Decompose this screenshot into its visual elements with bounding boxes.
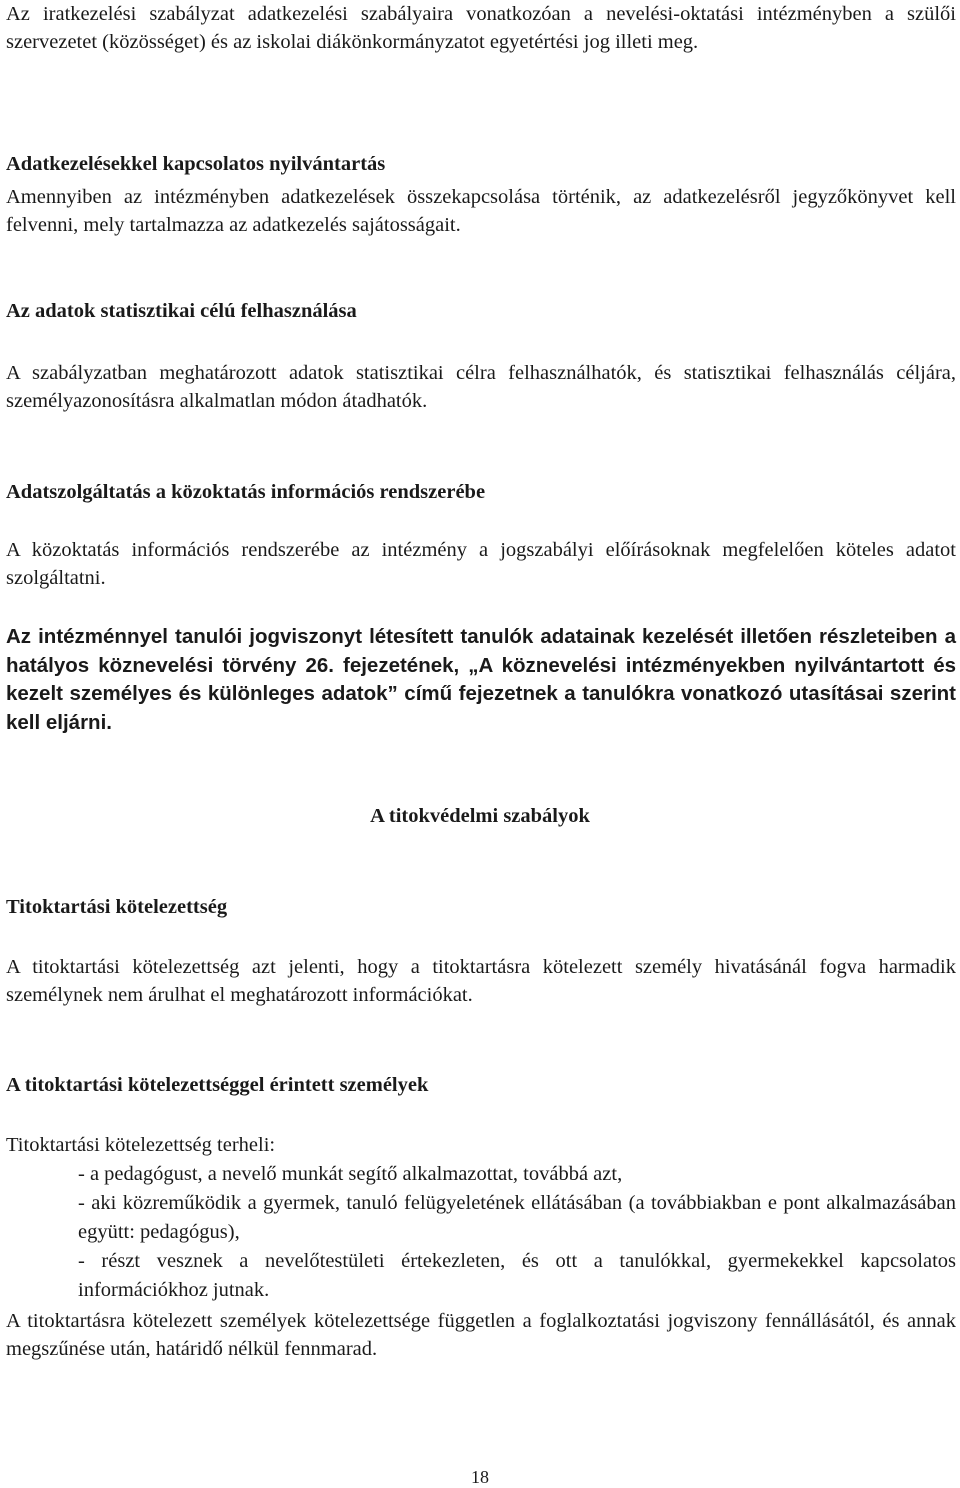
affected-persons-list — [78, 1160, 956, 1305]
paragraph-obligation-intro: Titoktartási kötelezettség terheli: — [6, 1134, 276, 1156]
heading-confidentiality-rules: A titokvédelmi szabályok — [370, 805, 590, 827]
list-item: - a pedagógust, a nevelő munkát segítő alkalmazottat, továbbá azt, — [78, 1163, 623, 1185]
paragraph-obligation-duration: A titoktartásra kötelezett személyek kötelezettsége független a foglalkoztatási jogviszony fennállásától, és annak megszűnése után, határidő nélkül fennmarad. — [6, 1310, 956, 1360]
heading-records: Adatkezelésekkel kapcsolatos nyilvántartás — [6, 153, 386, 175]
list-item: - részt vesznek a nevelőtestületi értekezleten, és ott a tanulókkal, gyermekekkel kapcsolatos információkhoz jutnak. — [78, 1250, 956, 1301]
paragraph-data-service: A közoktatás információs rendszerébe az intézmény a jogszabályi előírásoknak megfelelően köteles adatot szolgáltatni. — [6, 539, 956, 589]
heading-affected-persons: A titoktartási kötelezettséggel érintett személyek — [6, 1074, 429, 1096]
page-number: 18 — [471, 1467, 489, 1487]
heading-statistics: Az adatok statisztikai célú felhasználása — [6, 300, 357, 322]
heading-data-service: Adatszolgáltatás a közoktatás információs rendszerébe — [6, 481, 486, 503]
paragraph-student-data: Az intézménnyel tanulói jogviszonyt létesített tanulók adatainak kezelését illetően részleteiben a hatályos köznevelési törvény 26. fejezetének, „A köznevelési intézményekben nyilvántartott és kezelt személyes és különleges adatok” című fejezetnek a tanulókra vonatkozó utasításai szerint kell eljárni. — [6, 625, 956, 734]
paragraph-intro: Az iratkezelési szabályzat adatkezelési szabályaira vonatkozóan a nevelési-oktatási intézményben a szülői szervezetet (közösséget) és az iskolai diákönkormányzatot egyetértési jog illeti meg. — [6, 3, 956, 53]
heading-confidentiality-obligation: Titoktartási kötelezettség — [6, 896, 228, 918]
paragraph-confidentiality-obligation: A titoktartási kötelezettség azt jelenti, hogy a titoktartásra kötelezett személy hivatásánál fogva harmadik személynek nem árulhat el meghatározott információkat. — [6, 956, 956, 1006]
paragraph-records: Amennyiben az intézményben adatkezelések összekapcsolása történik, az adatkezelésről jegyzőkönyvet kell felvenni, mely tartalmazza az adatkezelés sajátosságait. — [6, 186, 956, 236]
paragraph-statistics: A szabályzatban meghatározott adatok statisztikai célra felhasználhatók, és statisztikai felhasználás céljára, személyazonosításra alkalmatlan módon átadhatók. — [6, 362, 956, 412]
list-item: - aki közreműködik a gyermek, tanuló felügyeletének ellátásában (a továbbiakban e pont alkalmazásában együtt: pedagógus), — [78, 1192, 956, 1243]
